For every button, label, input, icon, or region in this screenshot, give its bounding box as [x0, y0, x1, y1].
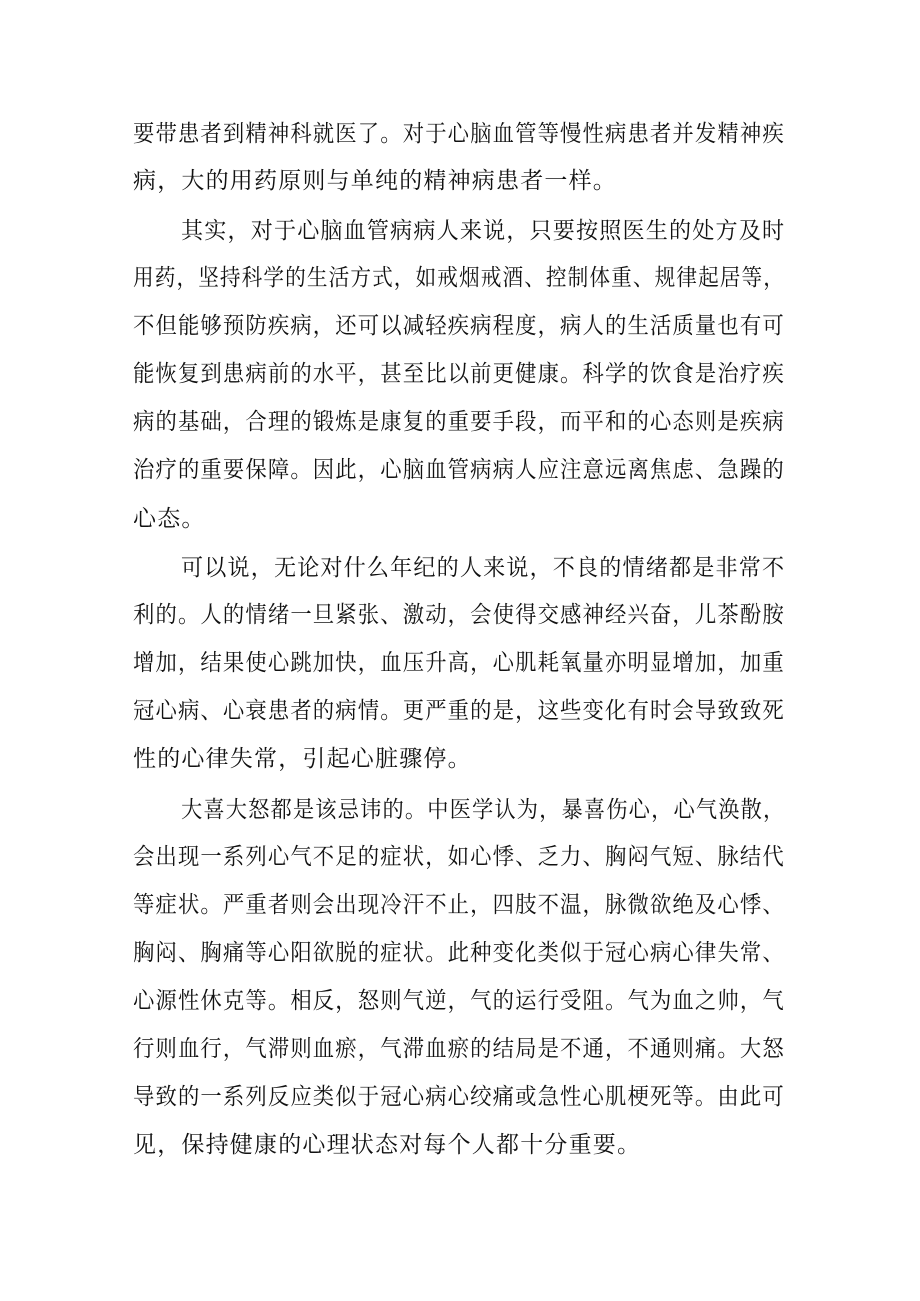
paragraph-line: 导致的一系列反应类似于冠心病心绞痛或急性心肌梗死等。由此可 [133, 1084, 785, 1110]
paragraph-line: 性的心律失常，引起心脏骤停。 [133, 746, 472, 772]
paragraph-line: 心源性休克等。相反，怒则气逆，气的运行受阻。气为血之帅，气 [133, 988, 785, 1014]
paragraph-line: 冠心病、心衰患者的病情。更严重的是，这些变化有时会导致致死 [133, 698, 785, 724]
paragraph-line: 大喜大怒都是该忌讳的。中医学认为，暴喜伤心，心气涣散， [181, 797, 786, 823]
paragraph-line: 利的。人的情绪一旦紧张、激动，会使得交感神经兴奋，儿茶酚胺 [133, 602, 785, 628]
paragraph-line: 心态。 [133, 506, 206, 532]
paragraph-line: 会出现一系列心气不足的症状，如心悸、乏力、胸闷气短、脉结代 [133, 844, 785, 870]
paragraph-line: 病，大的用药原则与单纯的精神病患者一样。 [133, 168, 617, 194]
paragraph-line: 其实，对于心脑血管病病人来说，只要按照医生的处方及时 [181, 218, 786, 244]
paragraph-line: 等症状。严重者则会出现冷汗不止，四肢不温，脉微欲绝及心悸、 [133, 892, 785, 918]
paragraph-line: 胸闷、胸痛等心阳欲脱的症状。此种变化类似于冠心病心律失常、 [133, 940, 785, 966]
paragraph-line: 行则血行，气滞则血瘀，气滞血瘀的结局是不通，不通则痛。大怒 [133, 1036, 785, 1062]
paragraph-line: 增加，结果使心跳加快，血压升高，心肌耗氧量亦明显增加，加重 [133, 650, 785, 676]
paragraph-line: 不但能够预防疾病，还可以减轻疾病程度，病人的生活质量也有可 [133, 313, 785, 339]
paragraph-line: 治疗的重要保障。因此，心脑血管病病人应注意远离焦虑、急躁的 [133, 457, 785, 483]
paragraph-line: 要带患者到精神科就医了。对于心脑血管等慢性病患者并发精神疾 [133, 121, 785, 147]
paragraph-line: 能恢复到患病前的水平，甚至比以前更健康。科学的饮食是治疗疾 [133, 361, 785, 387]
paragraph-line: 用药，坚持科学的生活方式，如戒烟戒酒、控制体重、规律起居等， [133, 265, 785, 291]
paragraph-line: 见，保持健康的心理状态对每个人都十分重要。 [133, 1132, 642, 1158]
paragraph-line: 病的基础，合理的锻炼是康复的重要手段，而平和的心态则是疾病 [133, 409, 785, 435]
paragraph-line: 可以说，无论对什么年纪的人来说，不良的情绪都是非常不 [181, 555, 786, 581]
